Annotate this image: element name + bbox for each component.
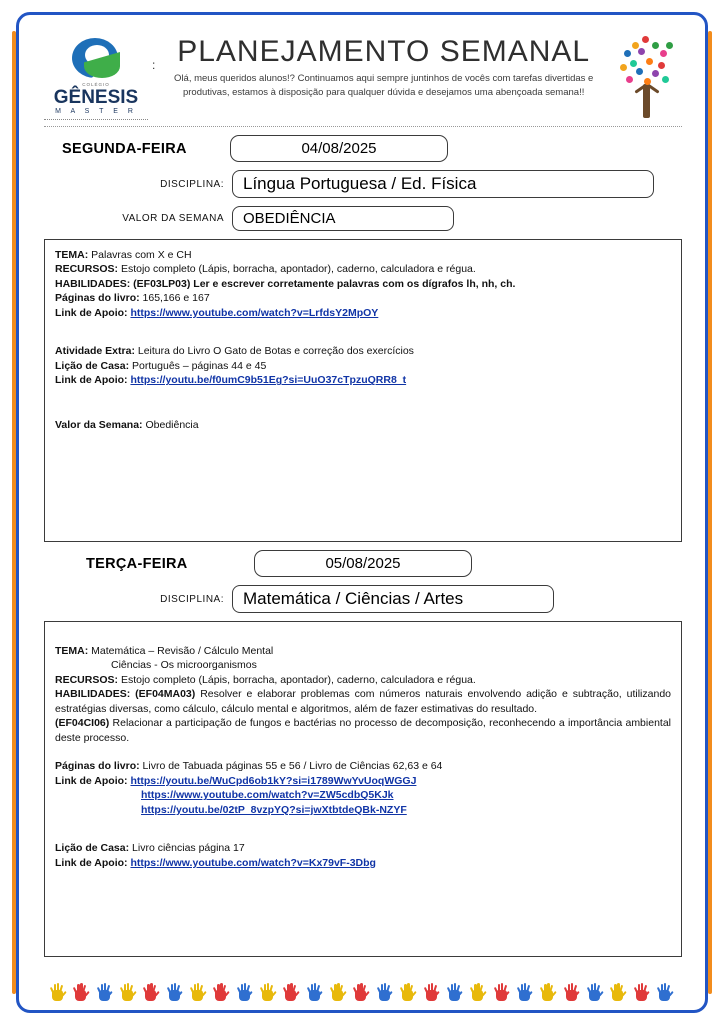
hand-icon xyxy=(143,981,158,1001)
hand-icon xyxy=(400,981,415,1001)
hand-icon xyxy=(260,981,275,1001)
valor-semana-label: Valor da Semana: xyxy=(55,418,143,431)
logo-colegio-text: COLÉGIO xyxy=(82,82,110,87)
link-label-terca-4: Link de Apoio: xyxy=(55,856,128,869)
hand-icon xyxy=(353,981,368,1001)
page-title: PLANEJAMENTO SEMANAL xyxy=(177,35,591,68)
disciplina-field-terca[interactable]: Matemática / Ciências / Artes xyxy=(232,585,554,613)
tema-line2-terca: Ciências - Os microorganismos xyxy=(111,659,257,672)
tema-line-terca xyxy=(55,644,671,658)
date-field-segunda[interactable]: 04/08/2025 xyxy=(230,135,448,162)
hand-icon xyxy=(634,981,649,1001)
header-subtitle: Olá, meus queridos alunos!? Continuamos aqui sempre juntinhos de vocês com tarefas divertidas e produtivas, estamos à disposição para qualquer dúvida e desejamos uma abençoada semana!! xyxy=(174,72,594,98)
page-content xyxy=(18,14,704,957)
hand-icon xyxy=(494,981,509,1001)
hand-icon xyxy=(330,981,345,1001)
hand-icon xyxy=(610,981,625,1001)
link-line-terca-1 xyxy=(55,774,671,788)
school-logo xyxy=(44,34,148,120)
day-label-segunda: SEGUNDA-FEIRA xyxy=(62,140,187,157)
tema-label-terca: TEMA: xyxy=(55,645,89,657)
hand-icon xyxy=(283,981,298,1001)
valor-row-segunda xyxy=(44,206,682,231)
habilidades-text-terca: Resolver e elaborar problemas com números naturais envolvendo adição e subtração, utilizando estratégias diversas, como cálculo, cálculo mental e algoritmos, além de fazer estimativas do resultado. xyxy=(55,688,671,715)
hand-icon xyxy=(470,981,485,1001)
habilidades-label: HABILIDADES: xyxy=(55,277,131,290)
link-line-terca-4 xyxy=(55,856,671,870)
hand-icon xyxy=(120,981,135,1001)
atividade-text: Leitura do Livro O Gato de Botas e correção dos exercícios xyxy=(137,345,414,358)
support-link-terca-4[interactable]: https://www.youtube.com/watch?v=Kx79vF-3Dbg xyxy=(130,856,376,869)
link-line-1 xyxy=(55,306,671,320)
paginas-label: Páginas do livro: xyxy=(55,292,140,305)
logo-name-text: GÊNESIS xyxy=(53,87,139,108)
tema-label: TEMA: xyxy=(55,249,89,261)
valor-semana-line xyxy=(55,418,671,432)
hand-icon xyxy=(73,981,88,1001)
header-main xyxy=(159,34,608,100)
habilidades-code: (EF03LP03) xyxy=(133,277,191,290)
recursos-text-terca: Estojo completo (Lápis, borracha, apontador), caderno, calculadora e régua. xyxy=(120,673,476,686)
document-header xyxy=(44,24,682,120)
paginas-label-terca: Páginas do livro: xyxy=(55,760,140,773)
header-colon: : xyxy=(152,58,156,72)
recursos-label: RECURSOS: xyxy=(55,263,119,276)
hand-icon xyxy=(564,981,579,1001)
day-label-terca: TERÇA-FEIRA xyxy=(86,555,188,572)
habilidades-code-terca: (EF04MA03) xyxy=(135,688,196,701)
disciplina-label-segunda: DISCIPLINA: xyxy=(160,178,224,190)
habilidades-line2-terca xyxy=(55,716,671,745)
habilidades-line xyxy=(55,277,671,291)
footer-hand-decoration xyxy=(50,975,672,1001)
day-row-terca xyxy=(44,550,682,577)
support-link-1[interactable]: https://www.youtube.com/watch?v=LrfdsY2MpOY xyxy=(130,306,379,319)
hand-icon xyxy=(424,981,439,1001)
tema-text: Palavras com X e CH xyxy=(91,249,192,261)
disciplina-label-terca: DISCIPLINA: xyxy=(160,593,224,605)
hand-icon xyxy=(50,981,65,1001)
content-box-terca xyxy=(44,621,682,957)
logo-swoosh-icon xyxy=(68,36,124,80)
disciplina-row-terca xyxy=(44,585,682,613)
habilidades-text: Ler e escrever corretamente palavras com os dígrafos lh, nh, ch. xyxy=(193,277,516,290)
tema-text-terca: Matemática – Revisão / Cálculo Mental xyxy=(91,645,274,657)
licao-label: Lição de Casa: xyxy=(55,359,130,372)
hand-icon xyxy=(540,981,555,1001)
hand-icon xyxy=(190,981,205,1001)
habilidades-label-terca: HABILIDADES: xyxy=(55,688,131,701)
recursos-text: Estojo completo (Lápis, borracha, apontador), caderno, calculadora e régua. xyxy=(120,263,476,276)
link-label-1: Link de Apoio: xyxy=(55,306,128,319)
recursos-line xyxy=(55,262,671,276)
valor-field-segunda[interactable]: OBEDIÊNCIA xyxy=(232,206,454,231)
disciplina-row-segunda xyxy=(44,170,682,198)
recursos-label-terca: RECURSOS: xyxy=(55,673,119,686)
paginas-line xyxy=(55,291,671,305)
hand-icon xyxy=(657,981,672,1001)
habilidades-code2-terca: (EF04CI06) xyxy=(55,717,110,730)
day-row-segunda xyxy=(44,135,682,162)
logo-master-text: M A S T E R xyxy=(55,108,137,115)
paginas-line-terca xyxy=(55,759,671,773)
tree-icon xyxy=(612,34,682,120)
hand-icon xyxy=(97,981,112,1001)
habilidades-line-terca xyxy=(55,687,671,716)
valor-semana-text: Obediência xyxy=(145,418,199,431)
hand-icon xyxy=(167,981,182,1001)
valor-label-segunda: VALOR DA SEMANA xyxy=(122,213,224,224)
hand-icon xyxy=(237,981,252,1001)
support-link-terca-2[interactable]: https://www.youtube.com/watch?v=ZW5cdbQ5KJk xyxy=(141,789,394,802)
habilidades-text2-terca: Relacionar a participação de fungos e bactérias no processo de decomposição, reconhecendo a importância ambiental deste processo. xyxy=(55,717,672,744)
hand-icon xyxy=(517,981,532,1001)
hand-icon xyxy=(587,981,602,1001)
support-link-terca-3[interactable]: https://youtu.be/02tP_8vzpYQ?si=jwXtbtdeQBk-NZYF xyxy=(141,803,407,816)
atividade-label: Atividade Extra: xyxy=(55,345,135,358)
paginas-text: 165,166 e 167 xyxy=(142,292,210,305)
licao-line xyxy=(55,359,671,373)
licao-text: Português – páginas 44 e 45 xyxy=(132,359,267,372)
date-field-terca[interactable]: 05/08/2025 xyxy=(254,550,472,577)
content-box-segunda xyxy=(44,239,682,542)
link-label-terca: Link de Apoio: xyxy=(55,774,128,787)
recursos-line-terca xyxy=(55,673,671,687)
hand-icon xyxy=(377,981,392,1001)
link-line-terca-3 xyxy=(55,803,671,817)
hand-icon xyxy=(447,981,462,1001)
hand-icon xyxy=(213,981,228,1001)
tema-line xyxy=(55,248,671,262)
hand-icon xyxy=(307,981,322,1001)
atividade-line xyxy=(55,344,671,358)
header-divider xyxy=(44,126,682,127)
link-line-2 xyxy=(55,373,671,387)
disciplina-field-segunda[interactable]: Língua Portuguesa / Ed. Física xyxy=(232,170,654,198)
licao-label-terca: Lição de Casa: xyxy=(55,842,130,855)
paginas-text-terca: Livro de Tabuada páginas 55 e 56 / Livro de Ciências 62,63 e 64 xyxy=(142,760,443,773)
support-link-2[interactable]: https://youtu.be/f0umC9b51Eg?si=UuO37cTpzuQRR8_t xyxy=(130,374,407,387)
logo-divider xyxy=(44,119,148,120)
licao-line-terca xyxy=(55,841,671,855)
link-label-2: Link de Apoio: xyxy=(55,374,128,387)
support-link-terca-1[interactable]: https://youtu.be/WuCpd6ob1kY?si=i1789WwYvUoqWGGJ xyxy=(130,774,417,787)
link-line-terca-2 xyxy=(55,788,671,802)
licao-text-terca: Livro ciências página 17 xyxy=(132,842,245,855)
